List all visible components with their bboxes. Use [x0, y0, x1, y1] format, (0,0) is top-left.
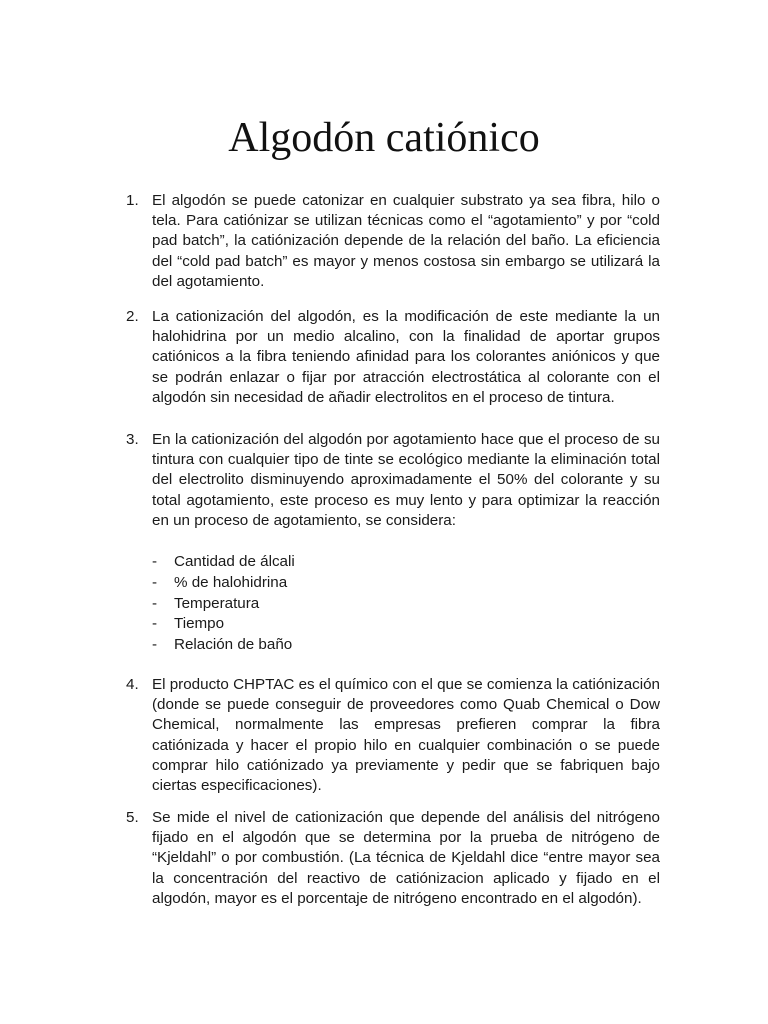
list-number: 2. [126, 308, 139, 325]
list-item-5 [126, 808, 660, 909]
list-item-text: La cationización del algodón, es la modificación de este mediante la un halohidrina por un medio alcalino, con la finalidad de aportar grupos catiónicos a la fibra teniendo afinidad para los colorantes aniónicos y que se podrán enlazar o fijar por atracción electrostática al colorante con el algodón sin necesidad de añadir electrolitos en el proceso de tintura. [152, 308, 660, 406]
bullet-item [152, 573, 452, 594]
bullet-marker: - [152, 636, 158, 654]
bullet-marker: - [152, 553, 158, 570]
list-item-text: En la cationización del algodón por agotamiento hace que el proceso de su tintura con cualquier tipo de tinte se ecológico mediante la eliminación total del electrolito disminuyendo aproximadamente el 50% del colorante y su total agotamiento, este proceso es muy lento y para optimizar la reacción en un proceso de agotamiento, se considera: [152, 431, 660, 529]
document-title: Algodón catiónico [228, 115, 540, 161]
bullet-item [152, 614, 452, 635]
bullet-marker: - [152, 615, 158, 633]
list-item-4 [126, 675, 660, 796]
bullet-item [152, 594, 452, 615]
list-number: 5. [126, 809, 139, 826]
bullet-text: Temperatura [174, 594, 260, 612]
bullet-text: Cantidad de álcali [174, 553, 295, 570]
list-item-3 [126, 430, 660, 531]
bullet-list [152, 552, 452, 656]
list-item-text: El producto CHPTAC es el químico con el que se comienza la catiónización (donde se puede conseguir de proveedores como Quab Chemical o Dow Chemical, normalmente las empresas prefieren comprar la fibra catiónizada y hacer el propio hilo en cualquier combinación o se puede comprar hilo catiónizado ya previamente y pedir que se fabriquen bajo ciertas especificaciones). [152, 676, 660, 795]
list-number: 4. [126, 676, 139, 693]
bullet-text: Relación de baño [174, 636, 293, 654]
list-item-text: El algodón se puede catonizar en cualquier substrato ya sea fibra, hilo o tela. Para catiónizar se utilizan técnicas como el “agotamiento” y por “cold pad batch”, la catiónización depende de la relación del baño. La eficiencia del “cold pad batch” es mayor y menos costosa sin embargo se utilizará la del agotamiento. [152, 192, 660, 290]
list-item-text: Se mide el nivel de cationización que depende del análisis del nitrógeno fijado en el algodón que se determina por la prueba de nitrógeno de “Kjeldahl” o por combustión. (La técnica de Kjeldahl dice “entre mayor sea la concentración del reactivo de catiónizacion aplicado y fijado en el algodón, mayor es el porcentaje de nitrógeno encontrado en el algodón). [152, 809, 660, 907]
list-number: 3. [126, 431, 139, 448]
bullet-text: % de halohidrina [174, 573, 288, 591]
bullet-marker: - [152, 573, 158, 591]
bullet-text: Tiempo [174, 615, 225, 633]
bullet-item [152, 635, 452, 656]
list-number: 1. [126, 192, 139, 209]
list-item-2 [126, 307, 660, 408]
bullet-marker: - [152, 594, 158, 612]
list-item-1 [126, 191, 660, 292]
bullet-item [152, 552, 452, 573]
